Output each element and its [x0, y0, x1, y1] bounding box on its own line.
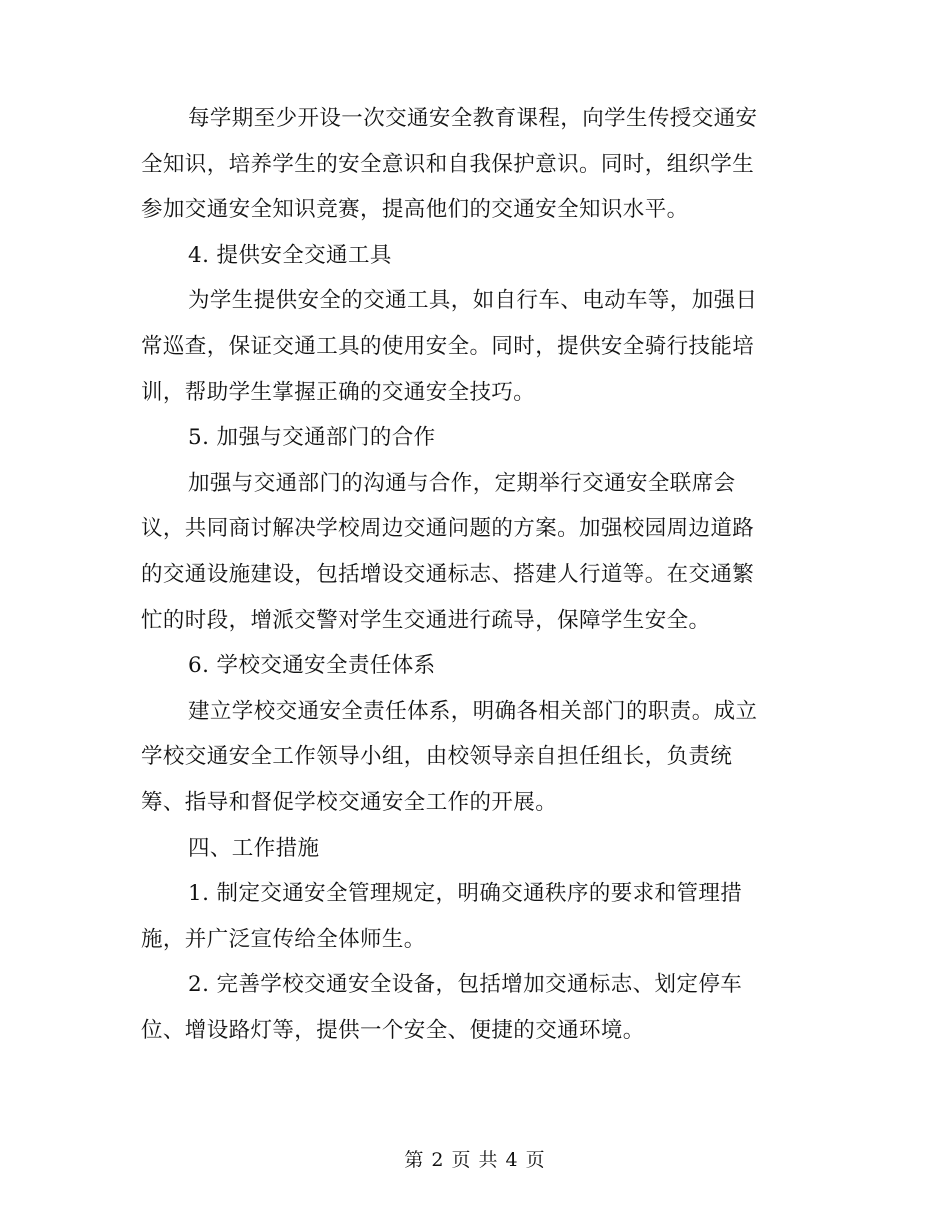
- paragraph-line: 学校交通安全工作领导小组，由校领导亲自担任组长，负责统: [141, 744, 733, 770]
- paragraph-line: 常巡查，保证交通工具的使用安全。同时，提供安全骑行技能培: [141, 333, 755, 359]
- paragraph-line: 每学期至少开设一次交通安全教育课程，向学生传授交通安: [188, 106, 758, 131]
- page-number-footer: 第 2 页 共 4 页: [404, 1149, 546, 1171]
- list-item-line: 位、增设路灯等，提供一个安全、便捷的交通环境。: [141, 1017, 645, 1043]
- list-item-line: 施，并广泛宣传给全体师生。: [141, 926, 426, 952]
- section-heading: 6. 学校交通安全责任体系: [188, 653, 436, 679]
- paragraph-line: 忙的时段，增派交警对学生交通进行疏导，保障学生安全。: [141, 607, 711, 633]
- paragraph-line: 全知识，培养学生的安全意识和自我保护意识。同时，组织学生: [141, 151, 755, 177]
- paragraph-line: 议，共同商讨解决学校周边交通问题的方案。加强校园周边道路: [141, 516, 755, 542]
- paragraph-line: 的交通设施建设，包括增设交通标志、搭建人行道等。在交通繁: [141, 561, 755, 587]
- document-body: [141, 96, 811, 1053]
- paragraph-line: 为学生提供安全的交通工具，如自行车、电动车等，加强日: [188, 288, 758, 314]
- paragraph-line: 训，帮助学生掌握正确的交通安全技巧。: [141, 379, 536, 405]
- paragraph-line: 参加交通安全知识竞赛，提高他们的交通安全知识水平。: [141, 197, 689, 223]
- list-item-line: 1. 制定交通安全管理规定，明确交通秩序的要求和管理措: [188, 881, 743, 907]
- list-item-line: 2. 完善学校交通安全设备，包括增加交通标志、划定停车: [188, 972, 743, 998]
- paragraph-line: 加强与交通部门的沟通与合作，定期举行交通安全联席会: [188, 470, 736, 496]
- section-heading: 四、工作措施: [188, 835, 320, 861]
- section-heading: 5. 加强与交通部门的合作: [188, 425, 436, 451]
- section-heading: 4. 提供安全交通工具: [188, 242, 392, 268]
- paragraph-line: 建立学校交通安全责任体系，明确各相关部门的职责。成立: [188, 698, 758, 724]
- paragraph-line: 筹、指导和督促学校交通安全工作的开展。: [141, 789, 558, 815]
